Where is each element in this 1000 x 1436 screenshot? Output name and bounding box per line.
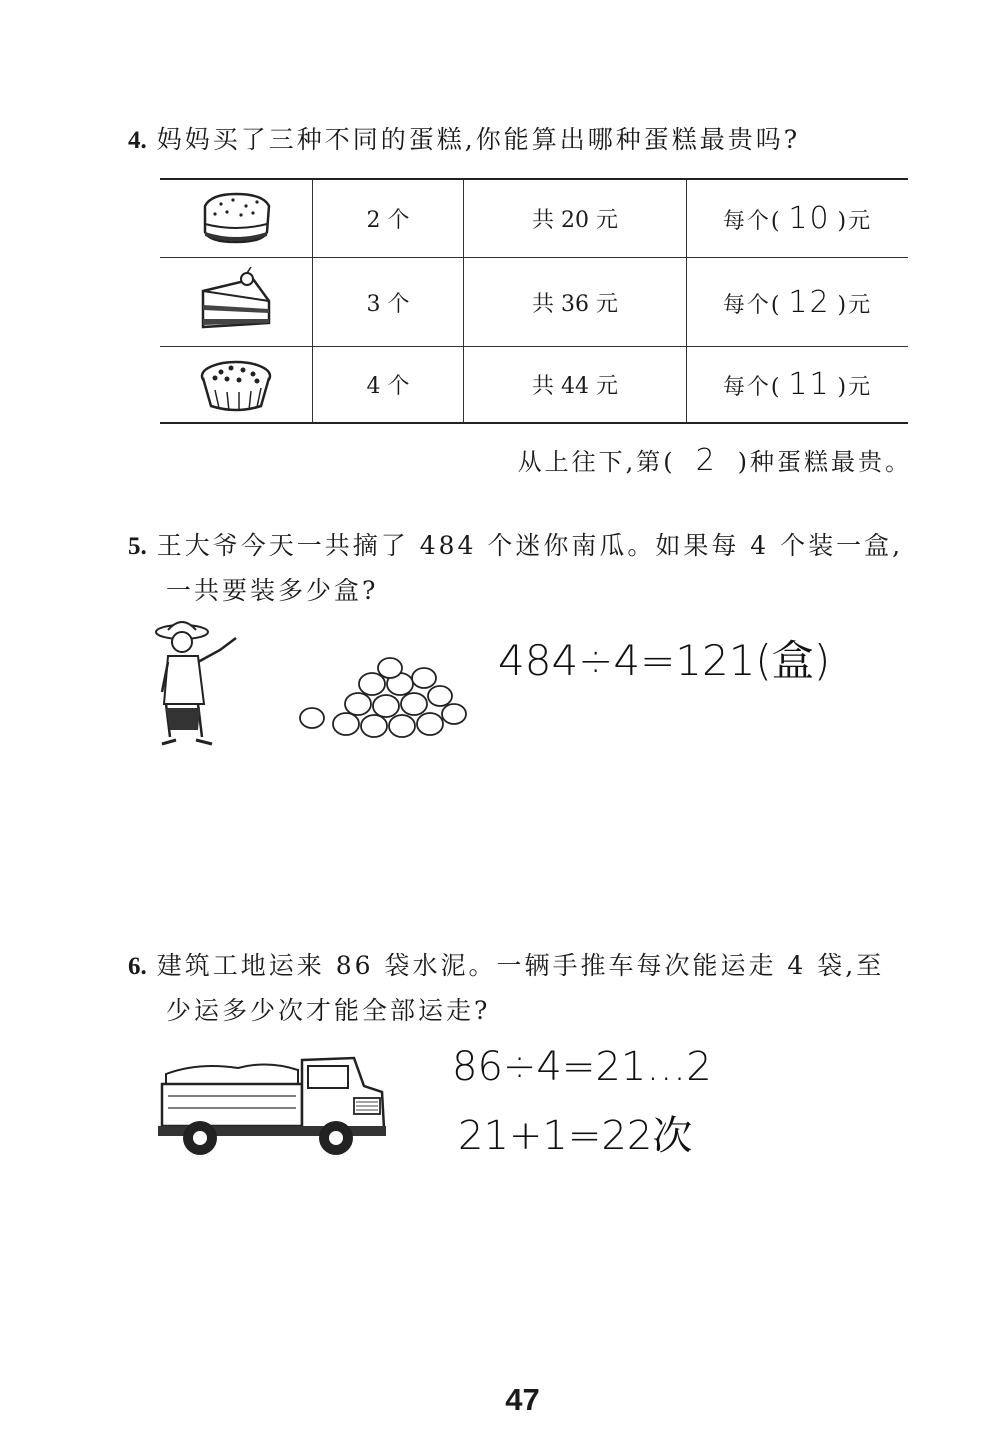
count-cell: 4 个: [313, 347, 464, 424]
unit-price-cell: [687, 347, 909, 424]
count-cell: 3 个: [313, 258, 464, 347]
table-row: [160, 347, 908, 424]
conclusion-suffix: )种蛋糕最贵。: [737, 448, 912, 476]
count-cell: 2 个: [313, 179, 464, 258]
cake-image-cell: [160, 347, 313, 424]
total-cell: 共 20 元: [464, 179, 687, 258]
cake-price-table: [160, 178, 908, 424]
cake-image-cell: [160, 179, 313, 258]
table-row: [160, 179, 908, 258]
question-5: [128, 524, 903, 613]
question-number: 6.: [128, 953, 147, 980]
total-cell: 共 36 元: [464, 258, 687, 347]
conclusion-prefix: 从上往下,第(: [517, 448, 676, 476]
farmer-icon: [150, 612, 250, 757]
question-text-line1: 王大爷今天一共摘了 484 个迷你南瓜。如果每 4 个装一盒,: [156, 531, 904, 560]
question-number: 4.: [128, 127, 147, 154]
question-number: 5.: [128, 533, 147, 560]
unit-price-prefix: 每个(: [722, 375, 782, 400]
unit-price-suffix: )元: [837, 292, 873, 318]
question-text-line2: 少运多少次才能全部运走?: [166, 996, 491, 1025]
unit-price-prefix: 每个(: [722, 292, 782, 318]
handwritten-answer: 2: [695, 443, 718, 478]
page-number: 47: [505, 1382, 540, 1417]
square-cake-icon: [191, 188, 281, 250]
unit-price-cell: [687, 258, 909, 347]
question-6: [128, 944, 884, 1033]
pumpkins-icon: [296, 656, 471, 746]
question-text: 妈妈买了三种不同的蛋糕,你能算出哪种蛋糕最贵吗?: [156, 125, 801, 154]
unit-price-prefix: 每个(: [722, 209, 782, 234]
handwritten-answer: 11: [788, 367, 831, 402]
handwritten-answer: 12: [788, 284, 831, 320]
table-row: [160, 258, 908, 347]
unit-price-suffix: )元: [837, 209, 873, 234]
q6-working-line1: 86÷4=21…2: [452, 1044, 712, 1090]
question-text-line2: 一共要装多少盒?: [166, 576, 379, 605]
cupcake-icon: [193, 354, 279, 416]
farmer-illustration: [150, 612, 250, 757]
cake-image-cell: [160, 258, 313, 347]
pumpkin-pile-illustration: [296, 656, 471, 746]
q6-working-line2: 21+1=22次: [458, 1113, 693, 1159]
handwritten-answer: 10: [788, 201, 831, 236]
truck-illustration: [158, 1052, 390, 1162]
total-cell: 共 44 元: [464, 347, 687, 424]
slice-cake-icon: [191, 267, 281, 337]
unit-price-cell: [687, 179, 909, 258]
truck-icon: [158, 1052, 390, 1162]
question-text-line1: 建筑工地运来 86 袋水泥。一辆手推车每次能运走 4 袋,至: [156, 951, 885, 980]
conclusion-line: [518, 442, 912, 478]
q5-working: 484÷4=121(盒): [498, 636, 831, 685]
unit-price-suffix: )元: [837, 375, 873, 400]
question-4: [128, 118, 800, 163]
